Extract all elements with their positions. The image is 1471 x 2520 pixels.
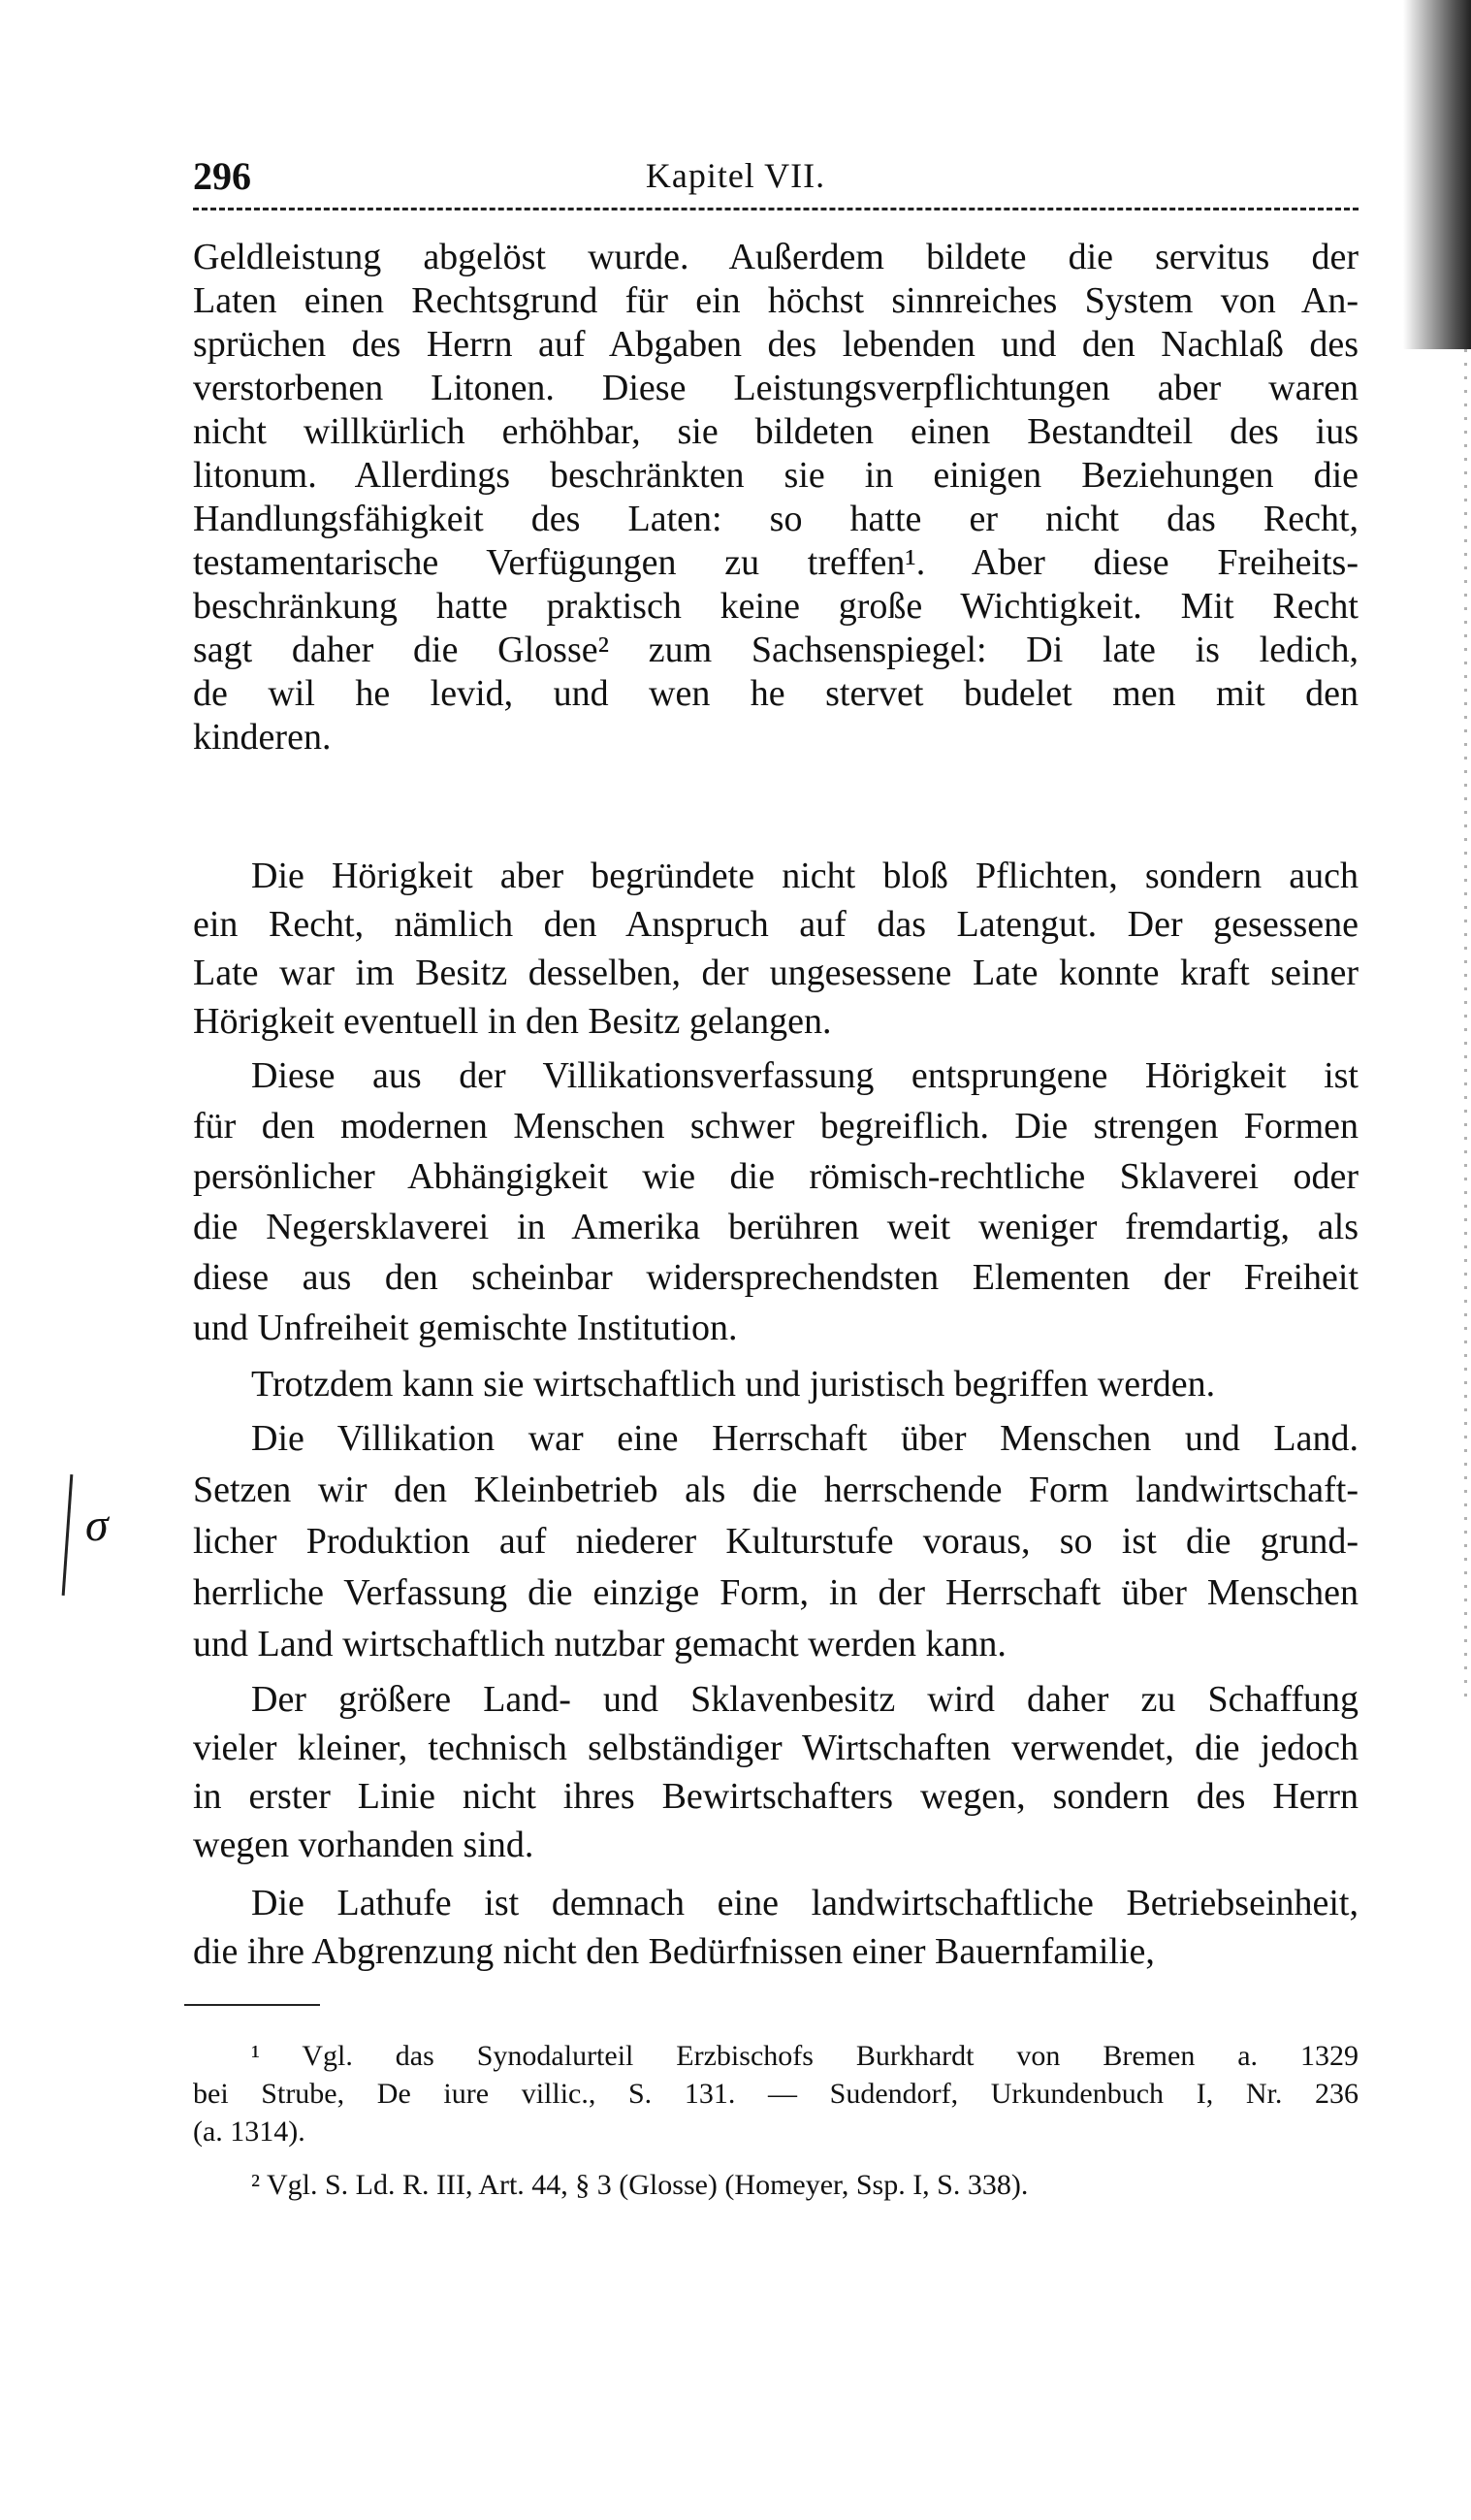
text-line: für den modernen Menschen schwer begreiflich. Die strengen Formen — [193, 1106, 1359, 1147]
footnote — [193, 2037, 1359, 2150]
text-line: Die Villikation war eine Herrschaft über Menschen und Land. — [251, 1418, 1359, 1459]
text-line: vieler kleiner, technisch selbständiger Wirtschaften verwendet, die jedoch — [193, 1728, 1359, 1768]
text-line: verstorbenen Litonen. Diese Leistungsverpflichtungen aber waren — [193, 368, 1359, 408]
text-line: herrliche Verfassung die einzige Form, in der Herrschaft über Menschen — [193, 1572, 1359, 1613]
paragraph — [193, 1360, 1359, 1408]
text-line: Die Hörigkeit aber begründete nicht bloß Pflichten, sondern auch — [251, 856, 1359, 896]
text-line: kinderen. — [193, 717, 332, 758]
text-line: Late war im Besitz desselben, der ungesessene Late konnte kraft seiner — [193, 953, 1359, 993]
footnote-line: bei Strube, De iure villic., S. 131. — Sudendorf, Urkundenbuch I, Nr. 236 — [193, 2078, 1359, 2110]
footnote-line: (a. 1314). — [193, 2116, 305, 2148]
text-line: sprüchen des Herrn auf Abgaben des lebenden und den Nachlaß des — [193, 324, 1359, 365]
paragraph — [193, 852, 1359, 1046]
margin-handwritten-mark: σ — [85, 1500, 109, 1551]
footnote — [193, 2166, 1359, 2204]
paragraph — [193, 1413, 1359, 1670]
footnote-line: ¹ Vgl. das Synodalurteil Erzbischofs Burkhardt von Bremen a. 1329 — [251, 2040, 1359, 2072]
header-rule — [193, 208, 1359, 210]
text-line: Der größere Land- und Sklavenbesitz wird daher zu Schaffung — [251, 1679, 1359, 1720]
text-line: sagt daher die Glosse² zum Sachsenspiegel: Di late is ledich, — [193, 630, 1359, 670]
text-line: Trotzdem kann sie wirtschaftlich und juristisch begriffen werden. — [251, 1364, 1216, 1405]
text-line: und Unfreiheit gemischte Institution. — [193, 1308, 738, 1348]
text-line: in erster Linie nicht ihres Bewirtschafters wegen, sondern des Herrn — [193, 1776, 1359, 1817]
paragraph — [193, 1675, 1359, 1869]
text-line: Hörigkeit eventuell in den Besitz gelangen. — [193, 1001, 832, 1042]
text-line: nicht willkürlich erhöhbar, sie bildeten einen Bestandteil des ius — [193, 411, 1359, 452]
footnote-rule — [184, 2004, 320, 2006]
text-line: de wil he levid, und wen he stervet budelet men mit den — [193, 673, 1359, 714]
text-line: testamentarische Verfügungen zu treffen¹. Aber diese Freiheits- — [193, 542, 1359, 583]
text-line: diese aus den scheinbar widersprechendsten Elementen der Freiheit — [193, 1257, 1359, 1298]
text-line: beschränkung hatte praktisch keine große Wichtigkeit. Mit Recht — [193, 586, 1359, 627]
text-line: wegen vorhanden sind. — [193, 1825, 534, 1865]
margin-pen-stroke — [62, 1474, 74, 1596]
paragraph — [193, 1879, 1359, 1976]
text-line: licher Produktion auf niederer Kulturstufe voraus, so ist die grund- — [193, 1521, 1359, 1562]
scan-edge-dots — [1464, 349, 1467, 1707]
running-head: Kapitel VII. — [645, 156, 826, 195]
paragraph — [193, 236, 1359, 759]
text-line: ein Recht, nämlich den Anspruch auf das Latengut. Der gesessene — [193, 904, 1359, 945]
text-line: persönlicher Abhängigkeit wie die römisch-rechtliche Sklaverei oder — [193, 1156, 1359, 1197]
text-line: Die Lathufe ist demnach eine landwirtschaftliche Betriebseinheit, — [251, 1883, 1359, 1923]
paragraph — [193, 1050, 1359, 1353]
text-line: Geldleistung abgelöst wurde. Außerdem bildete die servitus der — [193, 237, 1359, 277]
page-number: 296 — [193, 154, 251, 198]
text-line: die ihre Abgrenzung nicht den Bedürfnissen einer Bauernfamilie, — [193, 1931, 1155, 1972]
text-line: litonum. Allerdings beschränkten sie in einigen Beziehungen die — [193, 455, 1359, 496]
text-line: und Land wirtschaftlich nutzbar gemacht werden kann. — [193, 1624, 1007, 1664]
text-line: Diese aus der Villikationsverfassung entsprungene Hörigkeit ist — [251, 1055, 1359, 1096]
text-line: die Negersklaverei in Amerika berühren weit weniger fremdartig, als — [193, 1207, 1359, 1247]
text-line: Laten einen Rechtsgrund für ein höchst sinnreiches System von An- — [193, 280, 1359, 321]
text-line: Handlungsfähigkeit des Laten: so hatte er nicht das Recht, — [193, 499, 1359, 539]
footnote-line: ² Vgl. S. Ld. R. III, Art. 44, § 3 (Glosse) (Homeyer, Ssp. I, S. 338). — [251, 2169, 1029, 2201]
text-line: Setzen wir den Kleinbetrieb als die herrschende Form landwirtschaft- — [193, 1470, 1359, 1510]
